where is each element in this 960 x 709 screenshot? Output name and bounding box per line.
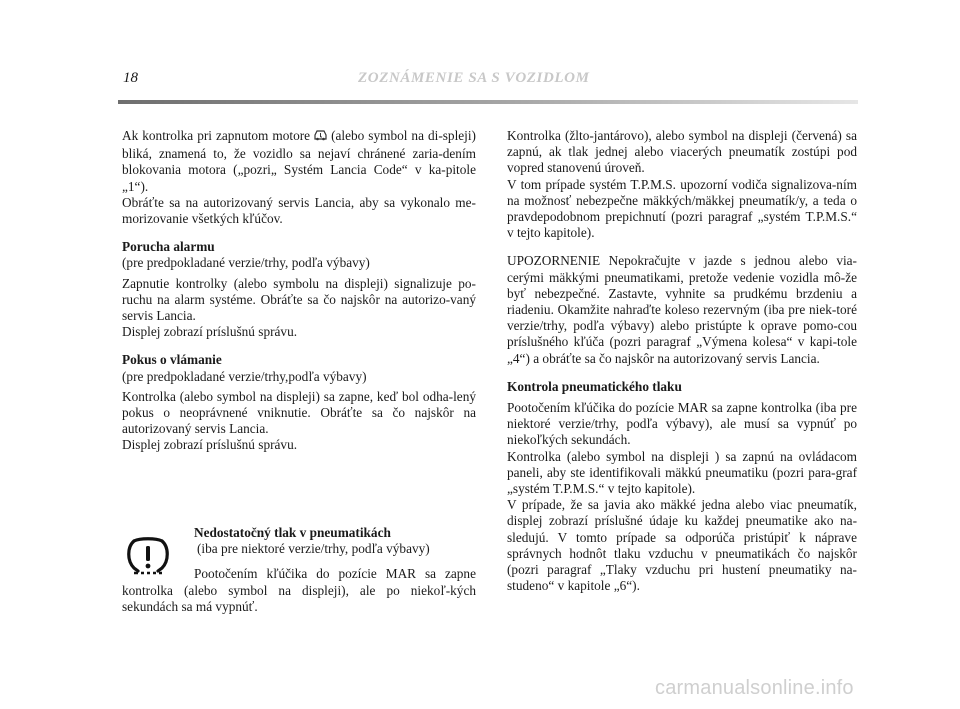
break-in-heading: Pokus o vlámanie — [122, 352, 222, 368]
pressure-check-text-1: Pootočením kľúčika do pozície MAR sa zapne kontrolka (iba pre niektoré verzie/trhy, podľa výbavy), ale musí sa vypnúť po niekoľkých sekundách. — [507, 400, 857, 448]
break-in-text: Kontrolka (alebo symbol na displeji) sa zapne, keď bol odha-lený pokus o neoprávnené vniknutie. Obráťte sa čo najskôr na autorizovaný servis Lancia. — [122, 388, 476, 437]
header-rule — [118, 100, 858, 104]
page-header — [0, 0, 960, 110]
alarm-fault-text: Zapnutie kontrolky (alebo symbolu na displeji) signalizuje po-ruchu na alarm systéme. Obráťte sa čo najskôr na autorizo-vaný servis Lancia. — [122, 275, 476, 324]
tyre-pressure-warning-icon — [125, 535, 171, 579]
right-column — [507, 128, 857, 606]
alarm-fault-display-text: Displej zobrazí príslušnú správu. — [122, 324, 298, 340]
pressure-check-text-3: V prípade, že sa javia ako mäkké jedna alebo viac pneumatík, displej zobrazí príslušné údaje ku každej pneumatike ako na-sledujú. V tomto prípade sa odporúča pristúpiť k náprave správnych hodnôt tlaku vzduchu v pneumatikách čo najskôr (pozri paragraf „Tlaky vzduchu pri hustení pneumatiky na-studeno“ v kapitole „6“). — [507, 497, 857, 594]
immobilizer-paragraph — [122, 128, 476, 227]
tpms-system-text: V tom prípade systém T.P.M.S. upozorní vodiča signalizova-ním na možnosť nebezpečne mäkkých/mäkkej pneumatík/y, a teda o pravdepodobnom prepichnutí (pozri paragraf „systém T.P.M.S.“ v tejto kapitole). — [507, 176, 857, 241]
break-in-display-text: Displej zobrazí príslušnú správu. — [122, 437, 298, 453]
immobilizer-car-key-icon — [313, 128, 328, 146]
pressure-check-text-2: Kontrolka (alebo symbol na displeji ) sa zapnú na ovládacom paneli, aby ste identifikovali mäkkú pneumatiku (pozri para-graf „systém T.P.M.S.“ v tejto kapitole). — [507, 448, 857, 497]
tpms-warning-text: Kontrolka (žlto-jantárovo), alebo symbol na displeji (červená) sa zapnú, ak tlak jednej alebo viacerých pneumatík zostúpi pod vopred stanovenú úroveň. — [507, 128, 857, 176]
immobilizer-text-a: Ak kontrolka pri zapnutom motore — [122, 128, 311, 143]
alarm-fault-heading: Porucha alarmu — [122, 239, 215, 255]
page-number: 18 — [123, 70, 138, 86]
tpms-heading: Nedostatočný tlak v pneumatikách — [194, 525, 391, 540]
tpms-subtitle: (iba pre niektoré verzie/trhy, podľa výbavy) — [197, 541, 430, 557]
left-column — [122, 128, 476, 466]
watermark: carmanualsonline.info — [655, 677, 854, 699]
alarm-fault-subtitle: (pre predpokladané verzie/trhy, podľa výbavy) — [122, 255, 370, 271]
immobilizer-text-b: (alebo symbol na di-spleji) bliká, znamená to, že vozidlo sa nejaví chránené zaria-dením blokovania motora („pozri„ Systém Lancia Code“ v ka-pitole „1“). — [122, 128, 476, 194]
pressure-check-heading: Kontrola pneumatického tlaku — [507, 378, 682, 394]
tpms-text: Pootočením kľúčika do pozície MAR sa zapne kontrolka (alebo symbol na displeji), ale po niekoľ-kých sekundách sa má vypnúť. — [122, 566, 476, 614]
tpms-section — [122, 525, 476, 615]
break-in-subtitle: (pre predpokladané verzie/trhy,podľa výbavy) — [122, 368, 367, 384]
running-title: ZOZNÁMENIE SA S VOZIDLOM — [358, 70, 590, 86]
caution-paragraph: UPOZORNENIE Nepokračujte v jazde s jednou alebo via-cerými mäkkými pneumatikami, pretože vedenie vozidla mô-že byť nebezpečné. Zastavte, vyhnite sa prudkému brzdeniu a riadeniu. Okamžite nahraďte koleso rezervným (iba pre niek-toré verzie/trhy, podľa výbavy) alebo pristúpte k oprave pomo-cou príslušného kľúča (pozri paragraf „Výmena kolesa“ v kapi-tole „4“) a obráťte sa čo najskôr na autorizovaný servis Lancia. — [507, 253, 857, 366]
immobilizer-text-c: Obráťte sa na autorizovaný servis Lancia, aby sa vykonalo me-morizovanie všetkých kľúčov. — [122, 194, 476, 227]
